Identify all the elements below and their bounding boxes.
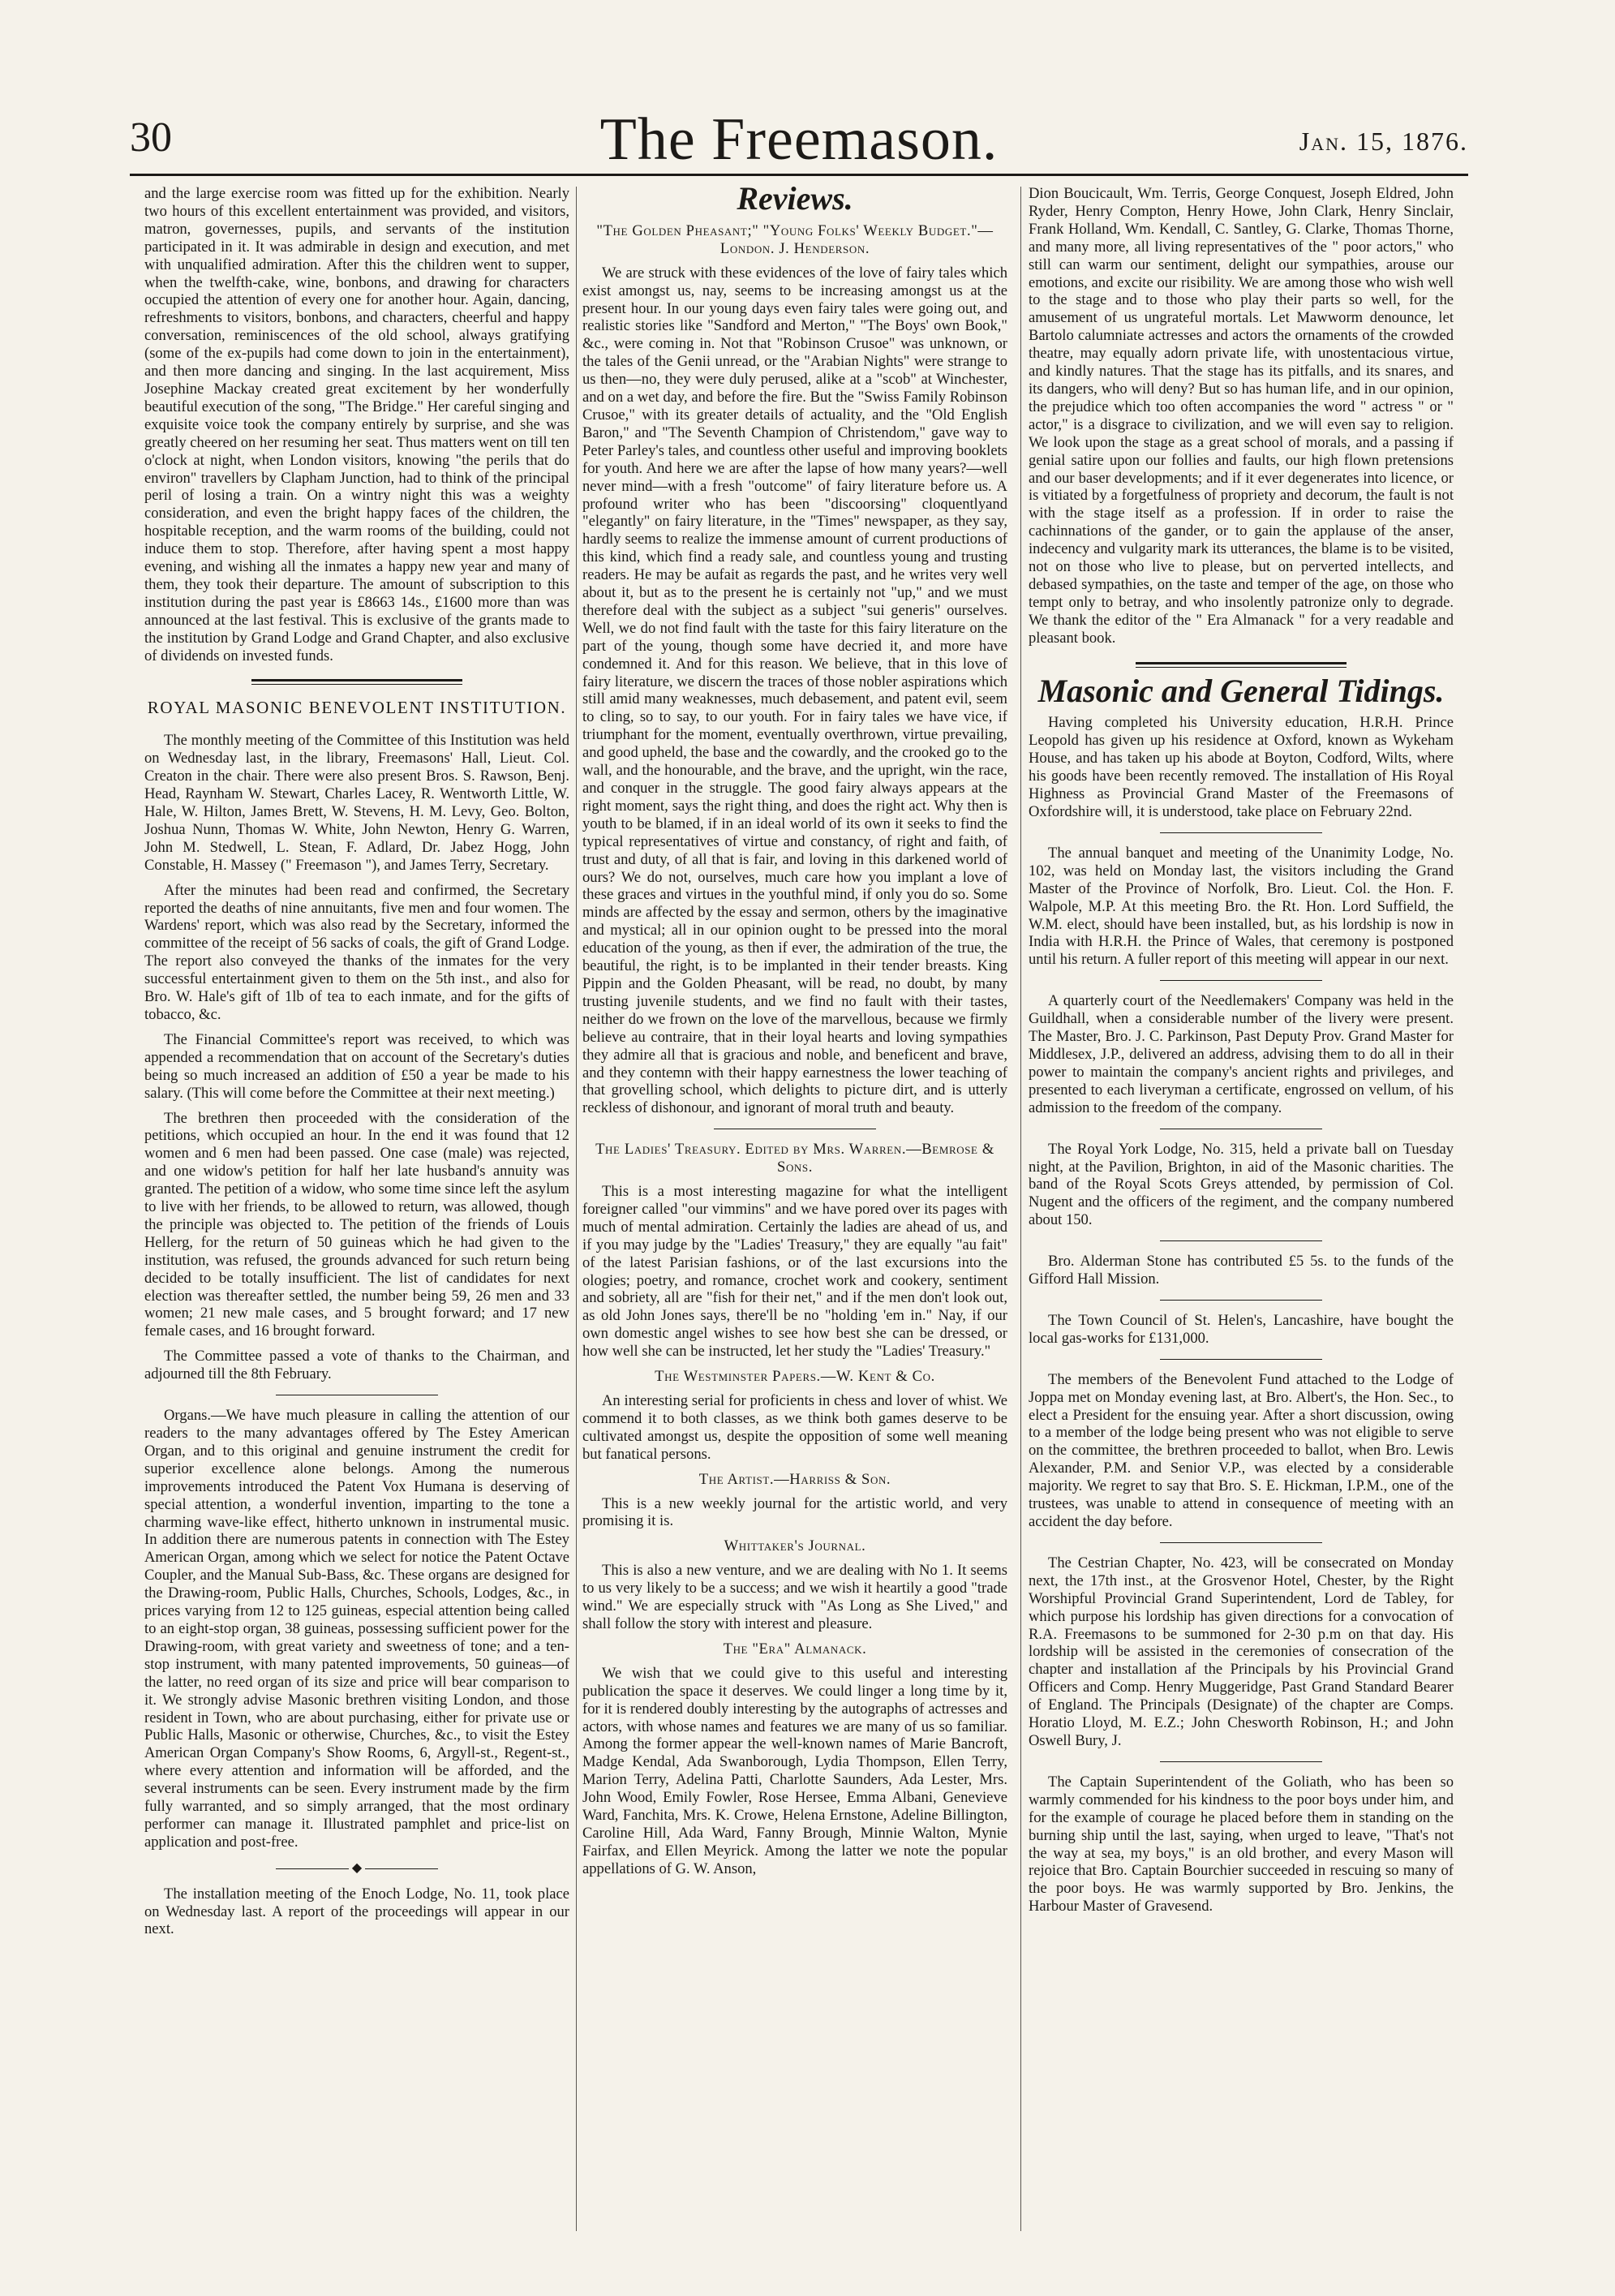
article-paragraph: A quarterly court of the Needlemakers' Company was held in the Guildhall, when a considerable number of the livery were present. The Master, Bro. J. C. Parkinson, Past Deputy Prov. Grand Master for Middlesex, J.P., delivered an address, advising them to do all in their power to maintain the company's ancient rights and privileges, and presented to each liveryman a certificate, engrossed on vellum, of his admission to the freedom of the company. bbox=[1029, 992, 1454, 1116]
column-3 bbox=[1029, 185, 1454, 2221]
article-paragraph: Having completed his University education, H.R.H. Prince Leopold has given up his residence at Oxford, known as Wykeham House, and has taken up his abode at Boyton, Codford, Wilts, where his goods have been recently removed. The installation of His Royal Highness as Provincial Grand Master of the Freemasons of Oxfordshire will, it is understood, take place on February 22nd. bbox=[1029, 714, 1454, 820]
article-paragraph: The Financial Committee's report was received, to which was appended a recommendation that on account of the Secretary's duties being so much increased an addition of £50 a year be made to his salary. (This will come before the Committee at their next meeting.) bbox=[144, 1030, 569, 1102]
issue-date: Jan. 15, 1876. bbox=[1299, 127, 1468, 156]
column-2 bbox=[582, 185, 1007, 2221]
article-paragraph: Dion Boucicault, Wm. Terris, George Conquest, Joseph Eldred, John Ryder, Henry Compton, Henry Howe, John Clark, Henry Sinclair, Frank Holland, Wm. Kendall, C. Santley, G. Clarke, Thomas Thorne, and many more, all living representatives of the " poor actors," who still can warm our sentiment, delight our sympathies, arouse our emotions, and excite our risibility. We are among those who wish well to the stage and to those who play their parts so well, for the amusement of us ungrateful mortals. Let Mawworm denounce, let Bartolo calumniate actresses and actors the ornaments of the crowded theatre, may equally adorn private life, with unostentacious virtue, and kindly natures. That the stage has its pitfalls, and its snares, and its dangers, who will deny? But so has human life, and in our opinion, the prejudice which too often accompanies the word " actress " or " actor," is a disgrace to civilization, and we will even say to religion. We look upon the stage as a great school of morals, and a passing if genial satire upon our follies and faults, our high flown pretensions and our baser developments; and if it ever degenerates into licence, or is vitiated by a forgetfulness of propriety and decorum, the fault is not with the stage itself as a profession. If in order to raise the cachinnations of the gander, or to gain the applause of the anser, indecency and vulgarity mark its utterances, the blame is to be visited, not on those who live to please, but on perverted intellects, and debased sympathies, on the taste and temper of the age, on those who tempt only to betray, and who insolently patronize only to degrade. We thank the editor of the " Era Almanack " for a very readable and pleasant book. bbox=[1029, 185, 1454, 647]
review-title: The "Era" Almanack. bbox=[723, 1640, 867, 1658]
article-paragraph: We are struck with these evidences of the love of fairy tales which exist amongst us, nay, seems to be increasing amongst us at the present hour. In our young days even fairy tales were going out, and realistic stories like "Sandford and Merton," "The Boys' own Book," &c., were coming in. Not that "Robinson Crusoe" was unknown, or the tales of the Genii unread, or the "Arabian Nights" were strange to us then—no, they were duly perused, alike at a "scob" at Winchester, and on a wet day, and before the fire. But the "Swiss Family Robinson Crusoe," with its greater details of actuality, and the "Old English Baron," and "The Seventh Champion of Christendom," gave way to Peter Parley's tales, and countless other useful and improving booklets for youth. And here we are after the lapse of how many years?—well never mind—with a fresh "outcome" of fairy literature before us. A profound writer who has been "discoorsing" cloquentlyand "elegantly" on fairy literature, in the "Times" newspaper, as they say, hardly seems to realize the immense amount of current productions of this kind, which find a ready sale, and countless young and trusting readers. He may be aufait as regards the past, and he writes very well about it, but as to the present he is certainly not "up," and we must therefore deal with the subject as a subject "sui generis" ourselves. Well, we do not find fault with the taste for this fairy literature on the part of the young, though some have decried it, and more have condemned it. And for this reason. We believe, that in this love of fairy literature, we discern the traces of those nobler aspirations which still amid many weaknesses, much debasement, and patent evil, seem to cling, so to say, to our youth. For in fairy tales we have vice, if triumphant for the moment, eventually overthrown, virtue prevailing, and good upheld, the base and the cowardly, and the crooked go to the wall, and the honourable, and the brave, and the upright, win the race, and conquer in the struggle. The good fairy always appears at the right moment, says the right thing, and does the right act. Why then is youth to be blamed, if in an ideal world of its own it seeks to find the typical representatives of virtue and constancy, of right and faith, of trust and duty, of all that is fair, and loving in this darkened world of ours? We do not, ourselves, much care how you implant a love of these graces and virtues in the youthful mind, if only you do so. Some minds are affected by the essay and sermon, others by the imaginative and mystical; all in our opinion ought to be pressed into the moral education of the young, as then if ever, the admiration of the true, the beautiful, the right, is to be implanted in their tender breasts. King Pippin and the Golden Pheasant, will be read, no doubt, by many trusting juvenile students, and we find no fault with their tastes, neither do we frown on the love of the marvellous, because we firmly believe au contraire, that in their loyal hearts and loving sympathies they admire all that is gracious and noble, and beneficent and brave, and they contemn with their happy earnestness the lower teaching of that grovelling school, which delights to picture dirt, and is utterly reckless of dishonour, and ignorant of moral truth and beauty. bbox=[582, 264, 1007, 1117]
review-title: The Ladies' Treasury. Edited by Mrs. Warren.—Bemrose & Sons. bbox=[595, 1141, 994, 1176]
review-title: The Artist.—Harriss & Son. bbox=[698, 1470, 891, 1488]
masthead-rule bbox=[130, 174, 1468, 176]
article-paragraph: The brethren then proceeded with the consideration of the petitions, which occupied an hour. In the end it was found that 12 women and 6 men had been passed. One case (male) was rejected, and one widow's petition for half her late husband's annuity was granted. The petition of a widow, who some time since left the asylum to live with her friends, to be allowed to return, was allowed, though the principle was objected to. The petition of the friends of Louis Hellerg, for the return of 50 guineas which he had given to the institution, was refused, the grounds advanced for such return being decided to be totally insufficient. The list of candidates for next election was thereafter settled, the number being 59, 26 men and 33 women; 21 new male cases, and 5 brought forward; and 17 new female cases, and 16 brought forward. bbox=[144, 1109, 569, 1340]
ornamental-divider: ◆ bbox=[144, 1860, 569, 1877]
article-paragraph: We wish that we could give to this useful and interesting publication the space it deserves. We could linger a long time by it, for it is rendered doubly interesting by the autographs of actresses and actors, with whose names and features we are many of us so familiar. Among the former appear the well-known names of Marie Bancroft, Madge Kendal, Ada Swanborough, Lydia Thompson, Ellen Terry, Marion Terry, Adelina Patti, Charlotte Saunders, Ada Lester, Mrs. John Wood, Emily Fowler, Rose Hersee, Emma Albani, Genevieve Ward, Fanchita, Mrs. K. Crowe, Helena Ernstone, Adeline Billington, Caroline Hill, Ada Ward, Fanny Brough, Minnie Walton, Mynie Fairfax, and Ellen Meyrick. Among the latter we note the popular appellations of G. W. Anson, bbox=[582, 1664, 1007, 1877]
section-heading: Masonic and General Tidings. bbox=[1037, 672, 1445, 709]
review-title: Whittaker's Journal. bbox=[724, 1537, 866, 1555]
article-paragraph: Bro. Alderman Stone has contributed £5 5s. to the funds of the Gifford Hall Mission. bbox=[1029, 1253, 1454, 1288]
masthead bbox=[130, 105, 1468, 173]
newspaper-title: The Freemason. bbox=[599, 106, 999, 173]
article-paragraph: After the minutes had been read and confirmed, the Secretary reported the deaths of nine annuitants, five men and four women. The Wardens' report, which was also read by the Secretary, informed the committee of the receipt of 56 sacks of coals, the gift of Grand Lodge. The report also conveyed the thanks of the inmates for the very successful entertainment given to them on the 5th inst., and also for Bro. W. Hale's gift of 1lb of tea to each inmate, and for the gifts of tobacco, &c. bbox=[144, 881, 569, 1023]
column-1 bbox=[144, 185, 569, 2221]
article-paragraph: This is a most interesting magazine for what the intelligent foreigner called "our vimmins" and we have pored over its pages with much of mental admiration. Certainly the ladies are ahead of us, and if you may judge by the "Ladies' Treasury," they are equally "au fait" of the latest Parisian fashions, or of the last excursions into the ologies; poetry, and romance, crochet work and cookery, sentiment and sobriety, all are "fish for their net," and if the men don't look out, as old John Jones says, there'll be no "holding 'em in." Nay, if our own domestic angel wishes to see how best she can be dressed, or how well she can be instructed, let her study the "Ladies' Treasury." bbox=[582, 1183, 1007, 1361]
article-paragraph: An interesting serial for proficients in chess and lover of whist. We commend it to both classes, as we think both games deserve to be cultivated amongst us, despite the opposition of some well meaning but fanatical persons. bbox=[582, 1392, 1007, 1463]
section-divider bbox=[1136, 662, 1347, 668]
article-paragraph: This is a new weekly journal for the artistic world, and very promising it is. bbox=[582, 1494, 1007, 1530]
article-paragraph: This is also a new venture, and we are dealing with No 1. It seems to us very likely to be a success; and we wish it heartily a good "trade wind." We are especially struck with "As Long as She Lived," and shall follow the story with interest and pleasure. bbox=[582, 1562, 1007, 1632]
section-heading: Reviews. bbox=[737, 185, 853, 217]
article-paragraph: and the large exercise room was fitted up for the exhibition. Nearly two hours of this excellent entertainment was provided, and visitors, matron, governesses, pupils, and servants of the institution participated in it. It was admirable in design and execution, and met with unqualified admiration. After this the children went to supper, when the twelfth-cake, wine, bonbons, and drawing for characters occupied the attention of every one for another hour. Again, dancing, refreshments to visitors, bonbons, and characters, cheerful and happy conversation, reminiscences of the old school, always gratifying (some of the ex-pupils had come down to join in the entertainment), and then more dancing and singing. In the last acquirement, Miss Josephine Mackay created great excitement by her wonderfully beautiful execution of the song, "The Bridge." Her careful singing and exquisite voice took the company entirely by surprise, and she was greatly cheered on her resuming her seat. Thus matters went on till ten o'clock at night, when London visitors, knowing "the perils that do environ" travellers by Clapham Junction, had to think of the principal peril of losing a train. On a wintry night this was a weighty consideration, and even the bright happy faces of the children, the hospitable reception, and the warm rooms of the building, could not induce them to stop. Therefore, after having spent a most happy evening, and wishing all the inmates a happy new year and many of them, they took their departure. The amount of subscription to this institution during the past year is £8663 14s., £1600 more than was announced at the last festival. This is exclusive of the grants made to the institution by Grand Lodge and Grand Chapter, and also exclusive of dividends on invested funds. bbox=[144, 185, 569, 664]
page-number: 30 bbox=[130, 114, 172, 161]
section-divider bbox=[1160, 1359, 1322, 1360]
article-paragraph: The Captain Superintendent of the Goliath, who has been so warmly commended for his kindness to the poor boys under him, and for the example of courage he placed before them in standing on the burning ship until the last, saying, when urged to leave, "That's not the way at sea, my boys," is an old brother, and every Mason will rejoice that Bro. Captain Bourchier succeeded in rescuing so many of the poor boys. He was warmly supported by Bro. Jenkins, the Harbour Master of Gravesend. bbox=[1029, 1773, 1454, 1915]
section-divider bbox=[1160, 832, 1322, 833]
article-paragraph: The monthly meeting of the Committee of this Institution was held on Wednesday last, in the library, Freemasons' Hall, Lieut. Col. Creaton in the chair. There were also present Bros. S. Rawson, Benj. Head, Raynham W. Stewart, Charles Lacey, R. Wentworth Little, W. Hale, W. Hilton, James Brett, W. Stevens, H. M. Levy, Geo. Bolton, Joshua Nunn, Thomas W. White, John Newton, Henry G. Warren, John M. Stedwell, L. Stean, F. Adlard, Dr. Jabez Hogg, John Constable, H. Massey (" Freemason "), and James Terry, Secretary. bbox=[144, 732, 569, 874]
section-divider bbox=[1160, 980, 1322, 981]
article-paragraph: The annual banquet and meeting of the Unanimity Lodge, No. 102, was held on Monday last, the visitors including the Grand Master of the Province of Norfolk, Bro. Lieut. Col. the Hon. F. Walpole, M.P. At this meeting Bro. the Rt. Hon. Lord Suffield, the W.M. elect, should have been installed, but, as his lordship is now in India with H.R.H. the Prince of Wales, that ceremony is postponed until his return. A fuller report of this meeting will appear in our next. bbox=[1029, 844, 1454, 969]
review-title: "The Golden Pheasant;" "Young Folks' Weekly Budget."—London. J. Henderson. bbox=[596, 221, 994, 257]
article-paragraph: Organs.—We have much pleasure in calling the attention of our readers to the many advantages offered by The Estey American Organ, and to this original and genuine instrument the credit for superior excellence alone belongs. Among the numerous improvements introduced the Patent Vox Humana is deserving of special attention, a wonderful invention, imparting to the tone a charming wave-like effect, hitherto unknown in instrumental music. In addition there are numerous patents in connection with The Estey American Organ, among which we select for notice the Patent Octave Coupler, and the Manual Sub-Bass, &c. These organs are designed for the Drawing-room, Public Halls, Churches, Schools, Lodges, &c., in prices varying from 12 to 125 guineas, especial attention being called to an eight-stop organ, 38 guineas, possessing sufficient power for the Drawing-room, with great variety and sweetness of tone; and a ten-stop instrument, with many patented improvements, 50 guineas—of the latter, no reed organ of its size and price will bear comparison to it. We strongly advise Masonic brethren visiting London, and those resident in Town, who are about purchasing, either for private use or Public Halls, Masonic or otherwise, Churches, &c., to visit the Estey American Organ Company's Show Rooms, 6, Argyll-st., Regent-st., where every attention and information will be afforded, and the several instruments can be seen. Every instrument made by the firm fully warranted, and so simply arranged, that the most ordinary performer can manage it. Illustrated pamphlet and price-list on application and post-free. bbox=[144, 1407, 569, 1851]
section-divider bbox=[1160, 1542, 1322, 1543]
article-paragraph: The installation meeting of the Enoch Lodge, No. 11, took place on Wednesday last. A report of the proceedings will appear in our next. bbox=[144, 1885, 569, 1938]
article-paragraph: The Committee passed a vote of thanks to the Chairman, and adjourned till the 8th February. bbox=[144, 1348, 569, 1383]
column-divider bbox=[576, 187, 577, 2231]
section-divider bbox=[1160, 1240, 1322, 1241]
section-heading: ROYAL MASONIC BENEVOLENT INSTITUTION. bbox=[147, 698, 567, 718]
article-paragraph: The Cestrian Chapter, No. 423, will be consecrated on Monday next, the 17th inst., at the Grosvenor Hotel, Chester, by the Right Worshipful Provincial Grand Superintendent, Lord de Tabley, for which purpose his lordship has given directions for a convocation of R.A. Freemasons to be summoned for 2-30 p.m on that day. His lordship will be assisted in the ceremonies of consecration of the chapter and installation af the Principals by his Provincial Grand Officers and Comp. Henry Muggeridge, Past Grand Standard Bearer of England. The Principals (Designate) of the chapter are Comps. Horatio Lloyd, M. E.Z.; John Chesworth Robinson, H.; and John Oswell Bury, J. bbox=[1029, 1554, 1454, 1749]
article-paragraph: The members of the Benevolent Fund attached to the Lodge of Joppa met on Monday evening last, at Bro. Albert's, the Hon. Sec., to elect a President for the ensuing year. After a short discussion, owing to a member of the lodge being present who was not eligible to serve on the committee, the brethren proceeded to ballot, when Bro. Lewis Alexander, P.M. and Senior V.P., was elected by a considerable majority. We regret to say that Bro. S. E. Hickman, I.P.M., one of the trustees, was unable to attend in consequence of meeting with an accident the day before. bbox=[1029, 1370, 1454, 1530]
section-divider bbox=[251, 679, 462, 685]
review-title: The Westminster Papers.—W. Kent & Co. bbox=[655, 1368, 935, 1386]
article-paragraph: The Royal York Lodge, No. 315, held a private ball on Tuesday night, at the Pavilion, Brighton, in aid of the Masonic charities. The band of the Royal Scots Greys attended, by permission of Col. Nugent and the officers of the regiment, and the company numbered about 150. bbox=[1029, 1140, 1454, 1229]
column-divider bbox=[1020, 187, 1021, 2231]
section-divider bbox=[1160, 1761, 1322, 1762]
article-paragraph: The Town Council of St. Helen's, Lancashire, have bought the local gas-works for £131,000. bbox=[1029, 1311, 1454, 1347]
section-divider bbox=[1160, 1300, 1322, 1301]
